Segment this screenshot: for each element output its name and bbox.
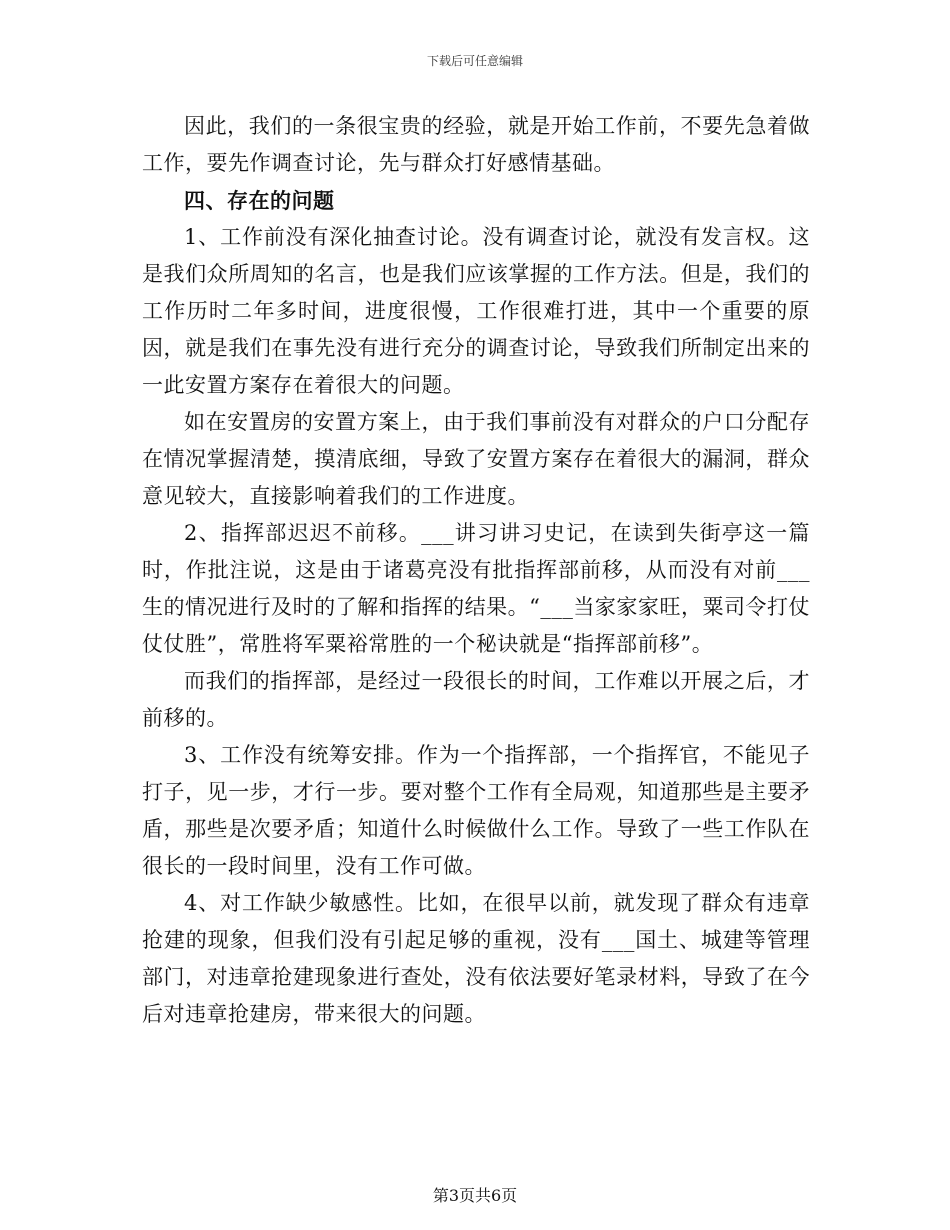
paragraph-problem-2-followup: 而我们的指挥部，是经过一段很长的时间，工作难以开展之后，才前移的。 xyxy=(142,669,810,730)
page-number-footer: 第3页共6页 xyxy=(432,1186,518,1205)
paragraph-problem-4: 4、对工作缺少敏感性。比如，在很早以前，就发现了群众有违章抢建的现象，但我们没有引起足够的重视，没有___国土、城建等管理部门，对违章抢建现象进行查处，没有依法要好笔录材料，导致了在今后对违章抢建房，带来很大的问题。 xyxy=(142,891,810,1026)
section-heading-problems: 四、存在的问题 xyxy=(184,188,335,213)
paragraph-problem-1-example: 如在安置房的安置方案上，由于我们事前没有对群众的户口分配存在情况掌握清楚，摸清底细，导致了安置方案存在着很大的漏洞，群众意见较大，直接影响着我们的工作进度。 xyxy=(142,410,810,508)
document-body xyxy=(142,108,810,1033)
page-header-note: 下载后可任意编辑 xyxy=(426,54,523,68)
paragraph-problem-1: 1、工作前没有深化抽查讨论。没有调查讨论，就没有发言权。这是我们众所周知的名言，也是我们应该掌握的工作方法。但是，我们的工作历时二年多时间，进度很慢，工作很难打进，其中一个重要的原因，就是我们在事先没有进行充分的调查讨论，导致我们所制定出来的一此安置方案存在着很大的问题。 xyxy=(142,225,810,397)
paragraph-problem-2: 2、指挥部迟迟不前移。___讲习讲习史记，在读到失街亭这一篇时，作批注说，这是由于诸葛亮没有批指挥部前移，从而没有对前___生的情况进行及时的了解和指挥的结果。“___当家家家旺，粟司令打仗仗仗胜”，常胜将军粟裕常胜的一个秘诀就是“指挥部前移”。 xyxy=(142,521,810,656)
paragraph-problem-3: 3、工作没有统筹安排。作为一个指挥部，一个指挥官，不能见子打子，见一步，才行一步。要对整个工作有全局观，知道那些是主要矛盾，那些是次要矛盾；知道什么时候做什么工作。导致了一些工作队在很长的一段时间里，没有工作可做。 xyxy=(142,743,810,878)
paragraph-experience: 因此，我们的一条很宝贵的经验，就是开始工作前，不要先急着做工作，要先作调查讨论，先与群众打好感情基础。 xyxy=(142,114,810,175)
